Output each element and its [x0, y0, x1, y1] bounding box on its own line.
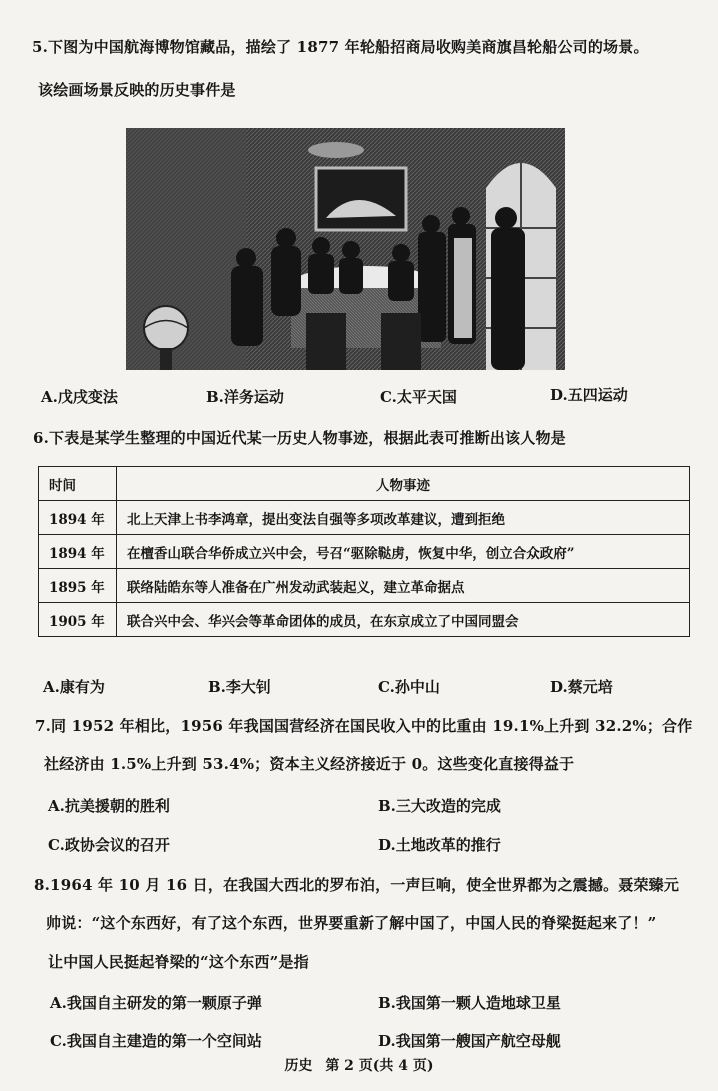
table-row [39, 603, 690, 637]
q7-stem-line1: 7.同 1952 年相比，1956 年我国国营经济在国民收入中的比重由 19.1%上升到 32.2%；合作 [35, 717, 693, 735]
painting-illustration [126, 128, 565, 370]
q8-stem-line1: 8.1964 年 10 月 16 日，在我国大西北的罗布泊，一声巨响，使全世界都为之震撼。聂荣臻元 [34, 876, 680, 894]
q8-option-b: B.我国第一颗人造地球卫星 [378, 994, 561, 1012]
q5-option-c: C.太平天国 [380, 388, 457, 406]
q5-option-d: D.五四运动 [550, 386, 628, 404]
q6-events-table [38, 466, 690, 637]
q6-option-b: B.李大钊 [208, 678, 271, 696]
table-cell-event: 北上天津上书李鸿章，提出变法自强等多项改革建议，遭到拒绝 [117, 501, 690, 535]
table-cell-event: 在檀香山联合华侨成立兴中会，号召“驱除鞑虏，恢复中华，创立合众政府” [117, 535, 690, 569]
q8-stem-line2: 帅说：“这个东西好，有了这个东西，世界要重新了解中国了，中国人民的脊梁挺起来了！” [46, 914, 657, 932]
table-cell-year: 1895 年 [39, 569, 117, 603]
table-header-time: 时间 [39, 467, 117, 501]
q8-stem-line3: 让中国人民挺起脊梁的“这个东西”是指 [48, 953, 309, 971]
q6-option-a: A.康有为 [43, 678, 105, 696]
q6-stem: 6.下表是某学生整理的中国近代某一历史人物事迹，根据此表可推断出该人物是 [33, 429, 566, 447]
q7-option-b: B.三大改造的完成 [378, 797, 501, 815]
table-cell-event: 联络陆皓东等人准备在广州发动武装起义，建立革命据点 [117, 569, 690, 603]
table-cell-year: 1894 年 [39, 535, 117, 569]
page-footer [0, 1055, 718, 1075]
q5-option-b: B.洋务运动 [206, 388, 284, 406]
q5-painting-image [126, 128, 565, 370]
table-cell-year: 1905 年 [39, 603, 117, 637]
table-header-row [39, 467, 690, 501]
q6-option-d: D.蔡元培 [550, 678, 613, 696]
q5-option-a: A.戊戌变法 [41, 388, 118, 406]
table-cell-event: 联合兴中会、华兴会等革命团体的成员，在东京成立了中国同盟会 [117, 603, 690, 637]
table-row [39, 569, 690, 603]
table-row [39, 535, 690, 569]
q8-option-d: D.我国第一艘国产航空母舰 [378, 1032, 561, 1050]
q8-option-a: A.我国自主研发的第一颗原子弹 [50, 994, 262, 1012]
q7-option-c: C.政协会议的召开 [48, 836, 170, 854]
q7-option-a: A.抗美援朝的胜利 [48, 797, 170, 815]
table-header-events: 人物事迹 [117, 467, 690, 501]
table-cell-year: 1894 年 [39, 501, 117, 535]
q5-stem-line2: 该绘画场景反映的历史事件是 [38, 81, 236, 99]
q7-stem-line2: 社经济由 1.5%上升到 53.4%；资本主义经济接近于 0。这些变化直接得益于 [44, 755, 575, 773]
q5-stem-line1: 5.下图为中国航海博物馆藏品，描绘了 1877 年轮船招商局收购美商旗昌轮船公司的场景。 [32, 38, 649, 56]
footer-subject: 历史 [284, 1058, 313, 1074]
table-row [39, 501, 690, 535]
footer-page-number: 第 2 页(共 4 页) [325, 1058, 434, 1074]
q6-option-c: C.孙中山 [378, 678, 440, 696]
q8-option-c: C.我国自主建造的第一个空间站 [50, 1032, 262, 1050]
q7-option-d: D.土地改革的推行 [378, 836, 501, 854]
